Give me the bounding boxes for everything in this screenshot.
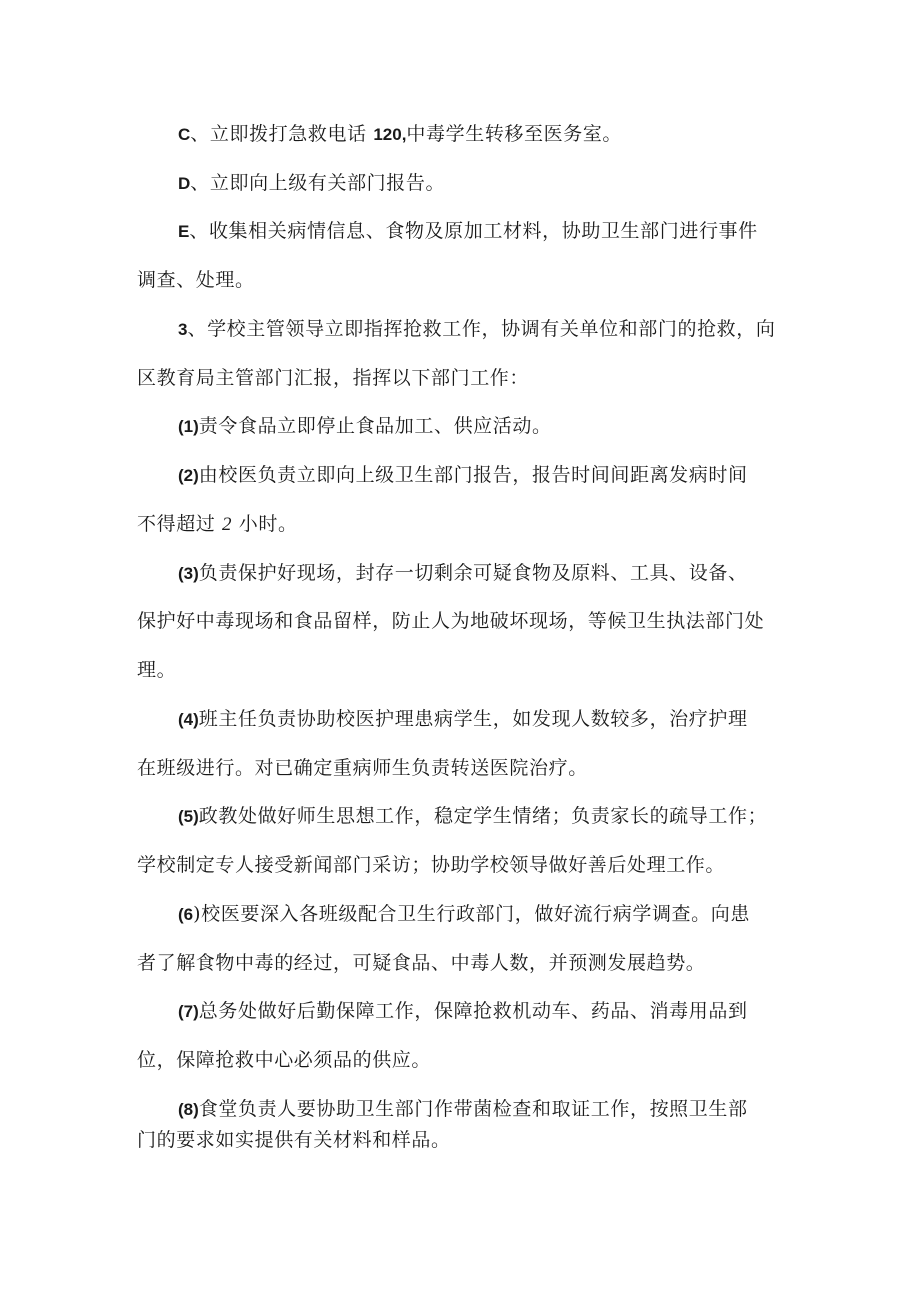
item-e-line-2	[137, 268, 255, 292]
sub-item-3-marker: (3)	[178, 564, 199, 583]
sub-item-8-text-2: 门的要求如实提供有关材料和样品。	[137, 1129, 451, 1151]
sub-item-2-text-2a: 不得超过	[137, 513, 223, 535]
sub-item-3-line-2	[137, 609, 764, 633]
sub-item-4-text-2: 在班级进行。对已确定重病师生负责转送医院治疗。	[137, 757, 588, 779]
sub-item-3-text-2: 保护好中毒现场和食品留样，防止人为地破坏现场，等候卫生执法部门处	[137, 610, 765, 632]
sub-item-8-line-1	[178, 1097, 748, 1122]
item-d-marker: D	[178, 174, 191, 193]
section-3-text-1: 、学校主管领导立即指挥抢救工作，协调有关单位和部门的抢救，向	[187, 318, 776, 340]
sub-item-2-line-2	[137, 512, 298, 537]
sub-item-8-line-2	[137, 1128, 451, 1152]
sub-item-4-line-2	[137, 756, 588, 780]
sub-item-7-marker: (7)	[178, 1002, 199, 1021]
section-3-text-2: 区教育局主管部门汇报，指挥以下部门工作：	[137, 367, 530, 389]
sub-item-5-line-1	[178, 804, 767, 829]
section-3-marker: 3	[178, 320, 188, 339]
sub-item-6-line-2	[137, 951, 705, 975]
sub-item-2-marker: (2)	[178, 466, 199, 485]
sub-item-5-text-2: 学校制定专人接受新闻部门采访；协助学校领导做好善后处理工作。	[137, 854, 726, 876]
sub-item-6-text-1: )校医要深入各班级配合卫生行政部门，做好流行病学调查。向患	[193, 903, 750, 925]
sub-item-8-marker: (8)	[178, 1100, 199, 1119]
sub-item-2-text-2b: 小时。	[232, 513, 298, 535]
item-c-text-a: 、立即拨打急救电话	[190, 123, 374, 145]
item-e-text-2: 调查、处理。	[137, 269, 255, 291]
sub-item-2-text-1: 由校医负责立即向上级卫生部门报告，报告时间间距离发病时间	[198, 464, 748, 486]
sub-item-3-text-1: 负责保护好现场，封存一切剩余可疑食物及原料、工具、设备、	[198, 562, 748, 584]
item-e-text-1: 、收集相关病情信息、食物及原加工材料，协助卫生部门进行事件	[189, 220, 758, 242]
sub-item-6-text-2: 者了解食物中毒的经过，可疑食品、中毒人数，并预测发展趋势。	[137, 952, 706, 974]
sub-item-6-marker: (6	[178, 905, 194, 924]
sub-item-5-marker: (5)	[178, 807, 199, 826]
sub-item-4-line-1	[178, 707, 748, 732]
sub-item-5-line-2	[137, 853, 725, 877]
item-d-line	[178, 171, 445, 196]
item-c-text-b: 中毒学生转移至医务室。	[406, 123, 623, 145]
item-e-marker: E	[178, 222, 190, 241]
sub-item-2-hours: 2	[222, 514, 233, 535]
item-d-text: 、立即向上级有关部门报告。	[190, 172, 446, 194]
sub-item-8-text-1: 食堂负责人要协助卫生部门作带菌检查和取证工作，按照卫生部	[198, 1098, 748, 1120]
sub-item-4-marker: (4)	[178, 710, 199, 729]
sub-item-4-text-1: 班主任负责协助校医护理患病学生，如发现人数较多，治疗护理	[198, 708, 748, 730]
sub-item-1-line-1	[178, 414, 552, 439]
sub-item-7-line-1	[178, 999, 748, 1024]
item-c-marker: C	[178, 125, 191, 144]
section-3-line-2	[137, 366, 529, 390]
sub-item-2-line-1	[178, 463, 748, 488]
item-c-line	[178, 122, 622, 147]
sub-item-3-line-3	[137, 658, 176, 682]
sub-item-1-marker: (1)	[178, 417, 199, 436]
section-3-line-1	[178, 317, 775, 342]
sub-item-7-text-1: 总务处做好后勤保障工作，保障抢救机动车、药品、消毒用品到	[198, 1000, 748, 1022]
sub-item-1-text-1: 责令食品立即停止食品加工、供应活动。	[198, 415, 552, 437]
sub-item-7-text-2: 位，保障抢救中心必须品的供应。	[137, 1049, 432, 1071]
sub-item-5-text-1: 政教处做好师生思想工作，稳定学生情绪；负责家长的疏导工作；	[198, 805, 768, 827]
sub-item-7-line-2	[137, 1048, 431, 1072]
item-e-line-1	[178, 219, 758, 244]
sub-item-6-line-1	[178, 902, 750, 927]
sub-item-3-line-1	[178, 561, 748, 586]
sub-item-3-text-3: 理。	[137, 659, 177, 681]
item-c-phone: 120,	[373, 125, 407, 144]
